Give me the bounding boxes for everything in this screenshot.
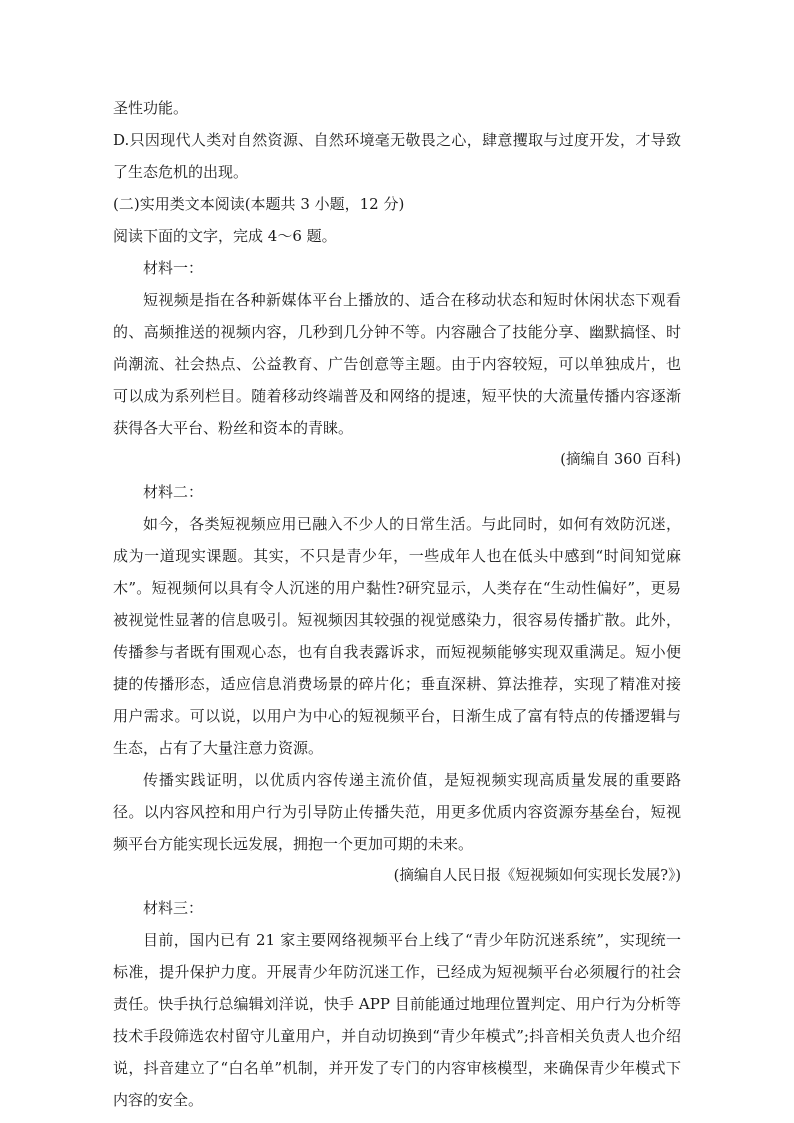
material3-label: 材料三： xyxy=(143,899,204,917)
document-body xyxy=(113,92,681,1116)
material2-paragraph-2: 传播实践证明，以优质内容传递主流价值，是短视频实现高质量发展的重要路径。以内容风控和用户行为引导防止传播失范，用更多优质内容资源夯基垒台，短视频平台方能实现长远发展，拥抱一个更加可期的未来。 xyxy=(113,771,681,853)
material1-source: (摘编自 360 百科) xyxy=(560,452,681,468)
material1-label: 材料一： xyxy=(143,259,204,277)
material1-paragraph: 短视频是指在各种新媒体平台上播放的、适合在移动状态和短时休闲状态下观看的、高频推送的视频内容，几秒到几分钟不等。内容融合了技能分享、幽默搞怪、时尚潮流、社会热点、公益教育、广告创意等主题。由于内容较短，可以单独成片，也可以成为系列栏目。随着移动终端普及和网络的提速，短平快的大流量传播内容逐渐获得各大平台、粉丝和资本的青睐。 xyxy=(113,291,681,437)
material2-paragraph-1: 如今，各类短视频应用已融入不少人的日常生活。与此同时，如何有效防沉迷，成为一道现实课题。其实，不只是青少年，一些成年人也在低头中感到“时间知觉麻木”。短视频何以具有令人沉迷的用户黏性?研究显示，人类存在“生动性偏好”，更易被视觉性显著的信息吸引。短视频因其较强的视觉感染力，很容易传播扩散。此外，传播参与者既有围观心态，也有自我表露诉求，而短视频能够实现双重满足。短小便捷的传播形态，适应信息消费场景的碎片化；垂直深耕、算法推荐，实现了精准对接用户需求。可以说，以用户为中心的短视频平台，日渐生成了富有特点的传播逻辑与生态，占有了大量注意力资源。 xyxy=(113,515,681,757)
prev-option-c-end: 圣性功能。 xyxy=(113,99,189,117)
option-d: D.只因现代人类对自然资源、自然环境毫无敬畏之心，肆意攫取与过度开发，才导致了生态危机的出现。 xyxy=(113,131,681,181)
section-title: (二)实用类文本阅读(本题共 3 小题，12 分) xyxy=(113,195,405,213)
material2-source: (摘编自人民日报《短视频如何实现长发展?》) xyxy=(393,868,681,884)
instruction: 阅读下面的文字，完成 4～6 题。 xyxy=(113,227,337,245)
material2-label: 材料二： xyxy=(143,483,204,501)
material3-paragraph: 目前，国内已有 21 家主要网络视频平台上线了“青少年防沉迷系统”，实现统一标准，提升保护力度。开展青少年防沉迷工作，已经成为短视频平台必须履行的社会责任。快手执行总编辑刘洋说，快手 APP 目前能通过地理位置判定、用户行为分析等技术手段筛选农村留守儿童用户，并自动切换到“青少年模式”;抖音相关负责人也介绍说，抖音建立了“白名单”机制，并开发了专门的内容审核模型，来确保青少年模式下内容的安全。 xyxy=(113,931,681,1109)
